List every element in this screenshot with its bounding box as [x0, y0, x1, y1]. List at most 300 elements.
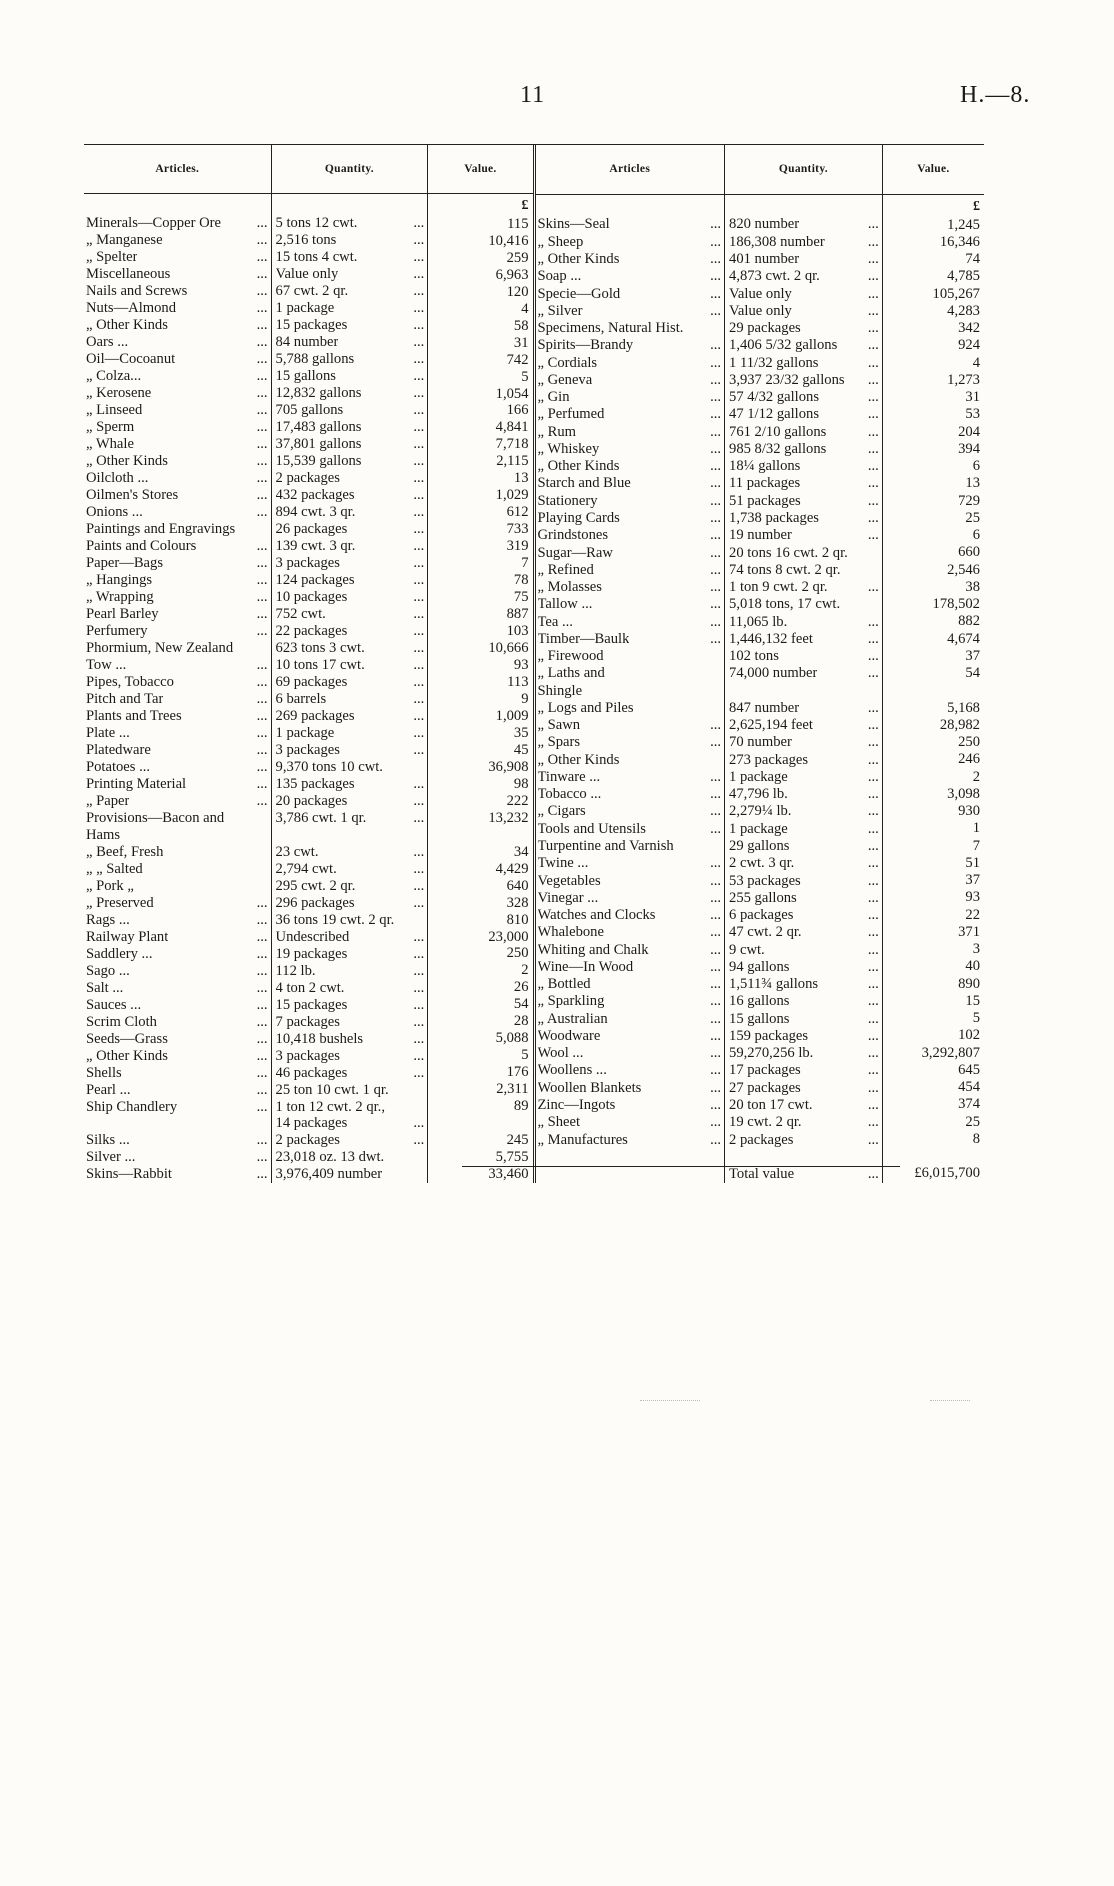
leader-dots: ...	[413, 877, 425, 894]
article-name: Spirits—Brandy	[537, 337, 634, 354]
article-cell	[536, 752, 725, 769]
article-name: Oars ...	[86, 334, 129, 351]
quantity-text: 273 packages	[729, 751, 809, 768]
article-cell	[84, 487, 271, 504]
quantity-cell	[272, 640, 428, 657]
quantity-text: 295 cwt. 2 qr.	[275, 877, 356, 894]
article-name: Pipes, Tobacco	[86, 673, 174, 690]
quantity-cell	[725, 579, 882, 596]
quantity-text: 5 tons 12 cwt.	[275, 215, 358, 232]
quantity-text: 19 cwt. 2 qr.	[729, 1114, 802, 1131]
quantity-cell	[725, 734, 882, 751]
quantity-cell	[725, 372, 882, 389]
leader-dots: ...	[867, 924, 879, 941]
leader-dots: ...	[256, 1132, 268, 1149]
quantity-cell	[725, 924, 882, 941]
leader-dots: ...	[710, 268, 722, 285]
article-name: Silks ...	[86, 1132, 130, 1149]
leader-dots: ...	[710, 561, 722, 578]
article-cell	[536, 1062, 725, 1079]
quantity-cell	[272, 334, 428, 351]
article-name: „ Sperm	[86, 419, 135, 436]
quantity-cell	[272, 742, 428, 759]
value-cell	[883, 682, 984, 699]
quantity-text: 84 number	[275, 334, 339, 351]
quantity-text: 3,976,409 number	[275, 1166, 383, 1183]
quantity-text: 70 number	[729, 734, 792, 751]
quantity-cell	[272, 249, 428, 266]
quantity-cell	[725, 873, 882, 890]
leader-dots: ...	[256, 555, 268, 571]
article-name: Zinc—Ingots	[537, 1097, 616, 1113]
article-cell	[536, 890, 725, 907]
quantity-text: 623 tons 3 cwt.	[275, 639, 365, 656]
leader-dots: ...	[867, 492, 879, 509]
quantity-text: 847 number	[729, 699, 800, 716]
article-cell	[84, 895, 271, 912]
value-cell: 328	[506, 894, 529, 911]
leader-dots: ...	[867, 354, 879, 371]
quantity-text: 74,000 number	[729, 665, 818, 682]
article-cell	[536, 1132, 725, 1149]
article-name: Specimens, Natural Hist.	[537, 320, 684, 337]
quantity-cell	[725, 821, 882, 838]
article-cell	[536, 337, 725, 354]
quantity-text: 752 cwt.	[275, 605, 326, 622]
leader-dots: ...	[867, 233, 879, 250]
article-cell	[536, 251, 725, 268]
leader-dots	[619, 752, 721, 769]
quantity-cell	[725, 665, 882, 682]
quantity-cell	[272, 317, 428, 334]
leader-dots	[394, 912, 424, 929]
value-cell: 5	[521, 1047, 529, 1064]
article-cell	[84, 368, 271, 385]
quantity-text: 29 gallons	[729, 838, 790, 855]
quantity-text: 15 tons 4 cwt.	[275, 249, 358, 266]
right-articles-column	[536, 145, 726, 1183]
article-cell	[536, 355, 725, 372]
quantity-cell	[725, 959, 882, 976]
quantity-text: 4 ton 2 cwt.	[275, 979, 345, 996]
header-articles-left: Articles.	[84, 145, 271, 194]
value-cell: 34	[513, 843, 529, 860]
quantity-text: 51 packages	[729, 492, 801, 509]
leader-dots: ...	[710, 872, 722, 889]
value-cell: 930	[958, 803, 980, 820]
header-articles-right: Articles	[536, 145, 725, 195]
article-cell	[84, 946, 271, 963]
article-cell	[84, 232, 271, 249]
quantity-text: 17 packages	[729, 1062, 801, 1079]
quantity-text: Total value	[729, 1166, 795, 1183]
quantity-cell	[725, 286, 882, 303]
article-cell	[536, 665, 725, 682]
article-cell	[536, 838, 725, 855]
leader-dots: ...	[256, 1098, 268, 1115]
leader-dots: ...	[710, 250, 722, 267]
quantity-cell	[272, 793, 428, 810]
value-cell: 38	[965, 578, 980, 595]
article-name: Twine ...	[537, 855, 589, 872]
quantity-cell	[725, 251, 882, 268]
quantity-text: 2,516 tons	[275, 232, 337, 249]
article-cell	[536, 1114, 725, 1131]
quantity-text: 26 packages	[275, 521, 348, 538]
leader-dots	[120, 827, 267, 844]
leader-dots: ...	[413, 690, 425, 707]
value-cell: 28	[513, 1013, 529, 1030]
quantity-text: 14 packages	[275, 1115, 348, 1132]
article-cell	[84, 691, 271, 708]
quantity-text: 135 packages	[275, 775, 355, 792]
leader-dots: ...	[867, 768, 879, 785]
quantity-cell	[725, 1045, 882, 1062]
leader-dots: ...	[710, 596, 722, 613]
article-name: Pitch and Tar	[86, 690, 164, 707]
article-cell	[536, 389, 725, 406]
leader-dots: ...	[256, 707, 268, 724]
quantity-cell	[272, 385, 428, 402]
leader-dots: ...	[256, 1030, 268, 1047]
article-cell	[536, 320, 725, 337]
article-name: Tools and Utensils	[537, 820, 646, 837]
value-cell: 93	[965, 889, 980, 906]
article-name: Sauces ...	[86, 996, 142, 1013]
quantity-text: 2 packages	[275, 470, 340, 487]
leader-dots: ...	[867, 1045, 879, 1062]
value-cell: 7	[521, 555, 529, 572]
article-cell	[536, 234, 725, 251]
quantity-text: 1 11/32 gallons	[729, 354, 819, 371]
leader-dots: ...	[867, 717, 879, 734]
quantity-text: 47 cwt. 2 qr.	[729, 924, 802, 941]
article-cell	[536, 1166, 725, 1183]
quantity-cell	[272, 963, 428, 980]
quantity-cell	[272, 946, 428, 963]
leader-dots: ...	[413, 860, 425, 877]
value-cell: 1,009	[495, 707, 529, 724]
leader-dots: ...	[256, 928, 268, 945]
quantity-cell	[272, 1031, 428, 1048]
article-cell	[84, 1166, 271, 1183]
article-name: „ Other Kinds	[537, 751, 620, 768]
leader-dots: ...	[413, 453, 425, 470]
article-name: „ Sawn	[537, 717, 581, 734]
leader-dots: ...	[413, 673, 425, 690]
value-cell: 25	[965, 1113, 980, 1130]
value-cell: 2,546	[947, 561, 980, 578]
leader-dots: ...	[867, 406, 879, 423]
article-name: Soap ...	[537, 268, 582, 285]
article-cell	[536, 907, 725, 924]
article-name: „ Perfumed	[537, 406, 605, 423]
article-name: Paintings and Engravings	[86, 521, 236, 538]
article-cell	[84, 1099, 271, 1116]
quantity-cell	[725, 838, 882, 855]
leader-dots: ...	[256, 249, 268, 266]
value-cell: 259	[506, 249, 529, 266]
value-cell: 733	[506, 521, 529, 538]
quantity-cell	[725, 1011, 882, 1028]
quantity-cell	[725, 389, 882, 406]
article-name: Plate ...	[86, 724, 130, 741]
article-name: Pearl ...	[86, 1081, 131, 1098]
leader-dots: ...	[710, 371, 722, 388]
article-name: Whalebone	[537, 924, 604, 941]
leader-dots: ...	[867, 268, 879, 285]
leader-dots: ...	[256, 419, 268, 436]
quantity-text: 36 tons 19 cwt. 2 qr.	[275, 911, 395, 928]
value-cell: 74	[965, 251, 980, 268]
article-cell	[536, 976, 725, 993]
quantity-cell	[725, 596, 882, 613]
article-name: Perfumery	[86, 622, 148, 639]
leader-dots: ...	[413, 504, 425, 521]
article-name: „ Gin	[537, 389, 570, 406]
value-cell: 204	[958, 423, 980, 440]
article-cell	[84, 1048, 271, 1065]
value-cell: 4,674	[947, 630, 980, 647]
leader-dots: ...	[867, 579, 879, 596]
leader-dots	[233, 640, 267, 657]
leader-dots: ...	[413, 809, 425, 826]
value-cell: 5,168	[947, 699, 980, 716]
leader-dots: ...	[256, 317, 268, 334]
article-cell	[84, 1149, 271, 1166]
article-name: Saddlery ...	[86, 945, 153, 962]
leader-dots: ...	[867, 1131, 879, 1148]
article-cell	[84, 776, 271, 793]
article-cell	[536, 717, 725, 734]
article-name: Woodware	[537, 1027, 601, 1044]
quantity-cell	[272, 776, 428, 793]
leader-dots: ...	[256, 351, 268, 368]
quantity-text: 186,308 number	[729, 233, 825, 250]
quantity-cell	[272, 895, 428, 912]
article-name: Wine—In Wood	[537, 958, 634, 975]
value-cell: 16,346	[939, 233, 980, 250]
article-name: „ Cigars	[537, 803, 586, 820]
article-name: Nails and Screws	[86, 283, 188, 300]
article-cell	[536, 579, 725, 596]
quantity-text: 9 cwt.	[729, 941, 765, 958]
leader-dots	[582, 683, 721, 700]
value-cell: 53	[965, 406, 980, 423]
value-cell: 612	[506, 504, 529, 521]
leader-dots: ...	[710, 527, 722, 544]
leader-dots	[841, 562, 879, 579]
leader-dots: ...	[256, 1166, 268, 1183]
value-cell: 93	[513, 657, 529, 673]
value-cell: 319	[506, 538, 529, 555]
leader-dots: ...	[867, 509, 879, 526]
leader-dots: ...	[867, 958, 879, 975]
leader-dots: ...	[867, 838, 879, 855]
article-name: Platedware	[86, 741, 151, 758]
leader-dots: ...	[413, 792, 425, 809]
value-cell: 1,245	[947, 216, 980, 233]
leader-dots: ...	[413, 588, 425, 605]
value-cell: 1	[972, 820, 980, 837]
left-articles-column	[84, 145, 272, 1183]
leader-dots: ...	[413, 741, 425, 758]
quantity-cell	[272, 810, 428, 827]
quantity-text: 27 packages	[729, 1079, 801, 1096]
quantity-text: 19 packages	[275, 945, 348, 962]
leader-dots: ...	[710, 423, 722, 440]
leader-dots	[134, 878, 268, 895]
value-cell: 37	[965, 872, 980, 889]
leader-dots: ...	[867, 613, 879, 630]
leader-dots: ...	[710, 786, 722, 803]
leader-dots	[729, 1149, 879, 1166]
leader-dots: ...	[256, 724, 268, 741]
article-cell	[536, 527, 725, 544]
leader-dots	[382, 1166, 424, 1183]
leader-dots	[538, 1149, 722, 1166]
leader-dots: ...	[413, 521, 425, 538]
article-cell	[536, 216, 725, 233]
quantity-cell	[272, 402, 428, 419]
leader-dots: ...	[710, 889, 722, 906]
leader-dots: ...	[867, 337, 879, 354]
value-cell: 31	[965, 389, 980, 406]
article-name: Ship Chandlery	[86, 1098, 178, 1115]
quantity-text: 761 2/10 gallons	[729, 423, 827, 440]
article-name: Hams	[86, 826, 121, 843]
quantity-text: 10,418 bushels	[275, 1030, 364, 1047]
article-name: Vinegar ...	[537, 889, 599, 906]
quantity-text: 6 barrels	[275, 690, 327, 707]
quantity-text: 37,801 gallons	[275, 436, 362, 453]
leader-dots: ...	[256, 775, 268, 792]
leader-dots: ...	[867, 941, 879, 958]
leader-dots: ...	[256, 690, 268, 707]
quantity-cell	[725, 510, 882, 527]
quantity-cell	[272, 538, 428, 555]
value-cell: 5,755	[495, 1149, 529, 1166]
leader-dots: ...	[413, 1132, 425, 1149]
article-name: „ Spars	[537, 734, 581, 751]
quantity-text: 25 ton 10 cwt. 1 qr.	[275, 1081, 389, 1098]
article-cell	[84, 385, 271, 402]
quantity-cell	[272, 300, 428, 317]
leader-dots: ...	[256, 979, 268, 996]
quantity-text: 102 tons	[729, 648, 779, 665]
pound-sign-right: £	[972, 198, 980, 214]
value-cell: 2,115	[496, 453, 529, 470]
quantity-cell	[272, 266, 428, 283]
article-cell	[536, 769, 725, 786]
article-cell	[536, 510, 725, 527]
leader-dots: ...	[413, 571, 425, 588]
leader-dots: ...	[710, 768, 722, 785]
leader-dots: ...	[413, 249, 425, 266]
value-cell: 103	[506, 623, 529, 640]
article-cell	[536, 268, 725, 285]
leader-dots: ...	[710, 1131, 722, 1148]
article-name: „ Other Kinds	[86, 1047, 168, 1064]
quantity-text: 67 cwt. 2 qr.	[275, 283, 349, 300]
quantity-text: 2 packages	[729, 1131, 794, 1148]
quantity-text: Value only	[729, 302, 792, 319]
quantity-text: 22 packages	[275, 622, 348, 639]
leader-dots: ...	[256, 996, 268, 1013]
quantity-cell	[725, 855, 882, 872]
value-cell: 9	[521, 690, 529, 707]
leader-dots: ...	[867, 855, 879, 872]
article-name: „ Paper	[86, 792, 130, 809]
article-cell	[536, 683, 725, 700]
leader-dots: ...	[710, 1045, 722, 1062]
article-cell	[84, 759, 271, 776]
article-cell	[84, 538, 271, 555]
value-cell: 3	[972, 941, 980, 958]
article-cell	[84, 572, 271, 589]
leader-dots: ...	[256, 402, 268, 419]
header-value-left: Value.	[428, 145, 532, 194]
leader-dots: ...	[256, 266, 268, 283]
value-cell: 10,666	[488, 640, 529, 657]
article-cell	[536, 493, 725, 510]
value-cell: 3,098	[947, 785, 980, 802]
leader-dots: ...	[256, 300, 268, 317]
quantity-text: 11,065 lb.	[729, 613, 788, 630]
quantity-text: 2 cwt. 3 qr.	[729, 855, 795, 872]
leader-dots: ...	[413, 979, 425, 996]
leader-dots: ...	[867, 302, 879, 319]
leader-dots: ...	[710, 976, 722, 993]
article-name: „ Firewood	[537, 648, 604, 665]
leader-dots: ...	[710, 1062, 722, 1079]
scan-mark	[930, 1400, 970, 1401]
quantity-cell	[272, 691, 428, 708]
leader-dots: ...	[710, 302, 722, 319]
article-name: „ Colza...	[86, 368, 142, 385]
leader-dots: ...	[710, 337, 722, 354]
value-cell: 23,000	[488, 928, 529, 945]
article-cell	[84, 742, 271, 759]
left-quantity-column	[272, 145, 429, 1183]
leader-dots	[86, 1115, 268, 1132]
quantity-cell	[272, 232, 428, 249]
article-name: Turpentine and Varnish	[537, 838, 674, 855]
value-cell: 10,416	[488, 232, 529, 249]
article-name: „ Pork „	[86, 877, 134, 894]
article-cell	[536, 700, 725, 717]
article-cell	[536, 1149, 725, 1166]
quantity-text: 1,446,132 feet	[729, 630, 813, 647]
value-cell: 924	[958, 337, 980, 354]
article-name: Printing Material	[86, 775, 187, 792]
leader-dots: ...	[867, 803, 879, 820]
article-name: Potatoes ...	[86, 758, 151, 775]
article-cell	[84, 453, 271, 470]
article-name: „ Preserved	[86, 894, 154, 911]
quantity-text: 3,937 23/32 gallons	[729, 371, 845, 388]
leader-dots: ...	[867, 872, 879, 889]
article-cell	[84, 589, 271, 606]
article-cell	[84, 300, 271, 317]
article-name: „ Australian	[537, 1010, 608, 1027]
article-name: „ Hangings	[86, 571, 153, 588]
quantity-cell	[725, 1149, 882, 1166]
quantity-text: 15 packages	[275, 317, 348, 334]
leader-dots: ...	[867, 527, 879, 544]
article-cell	[84, 1082, 271, 1099]
article-cell	[536, 734, 725, 751]
